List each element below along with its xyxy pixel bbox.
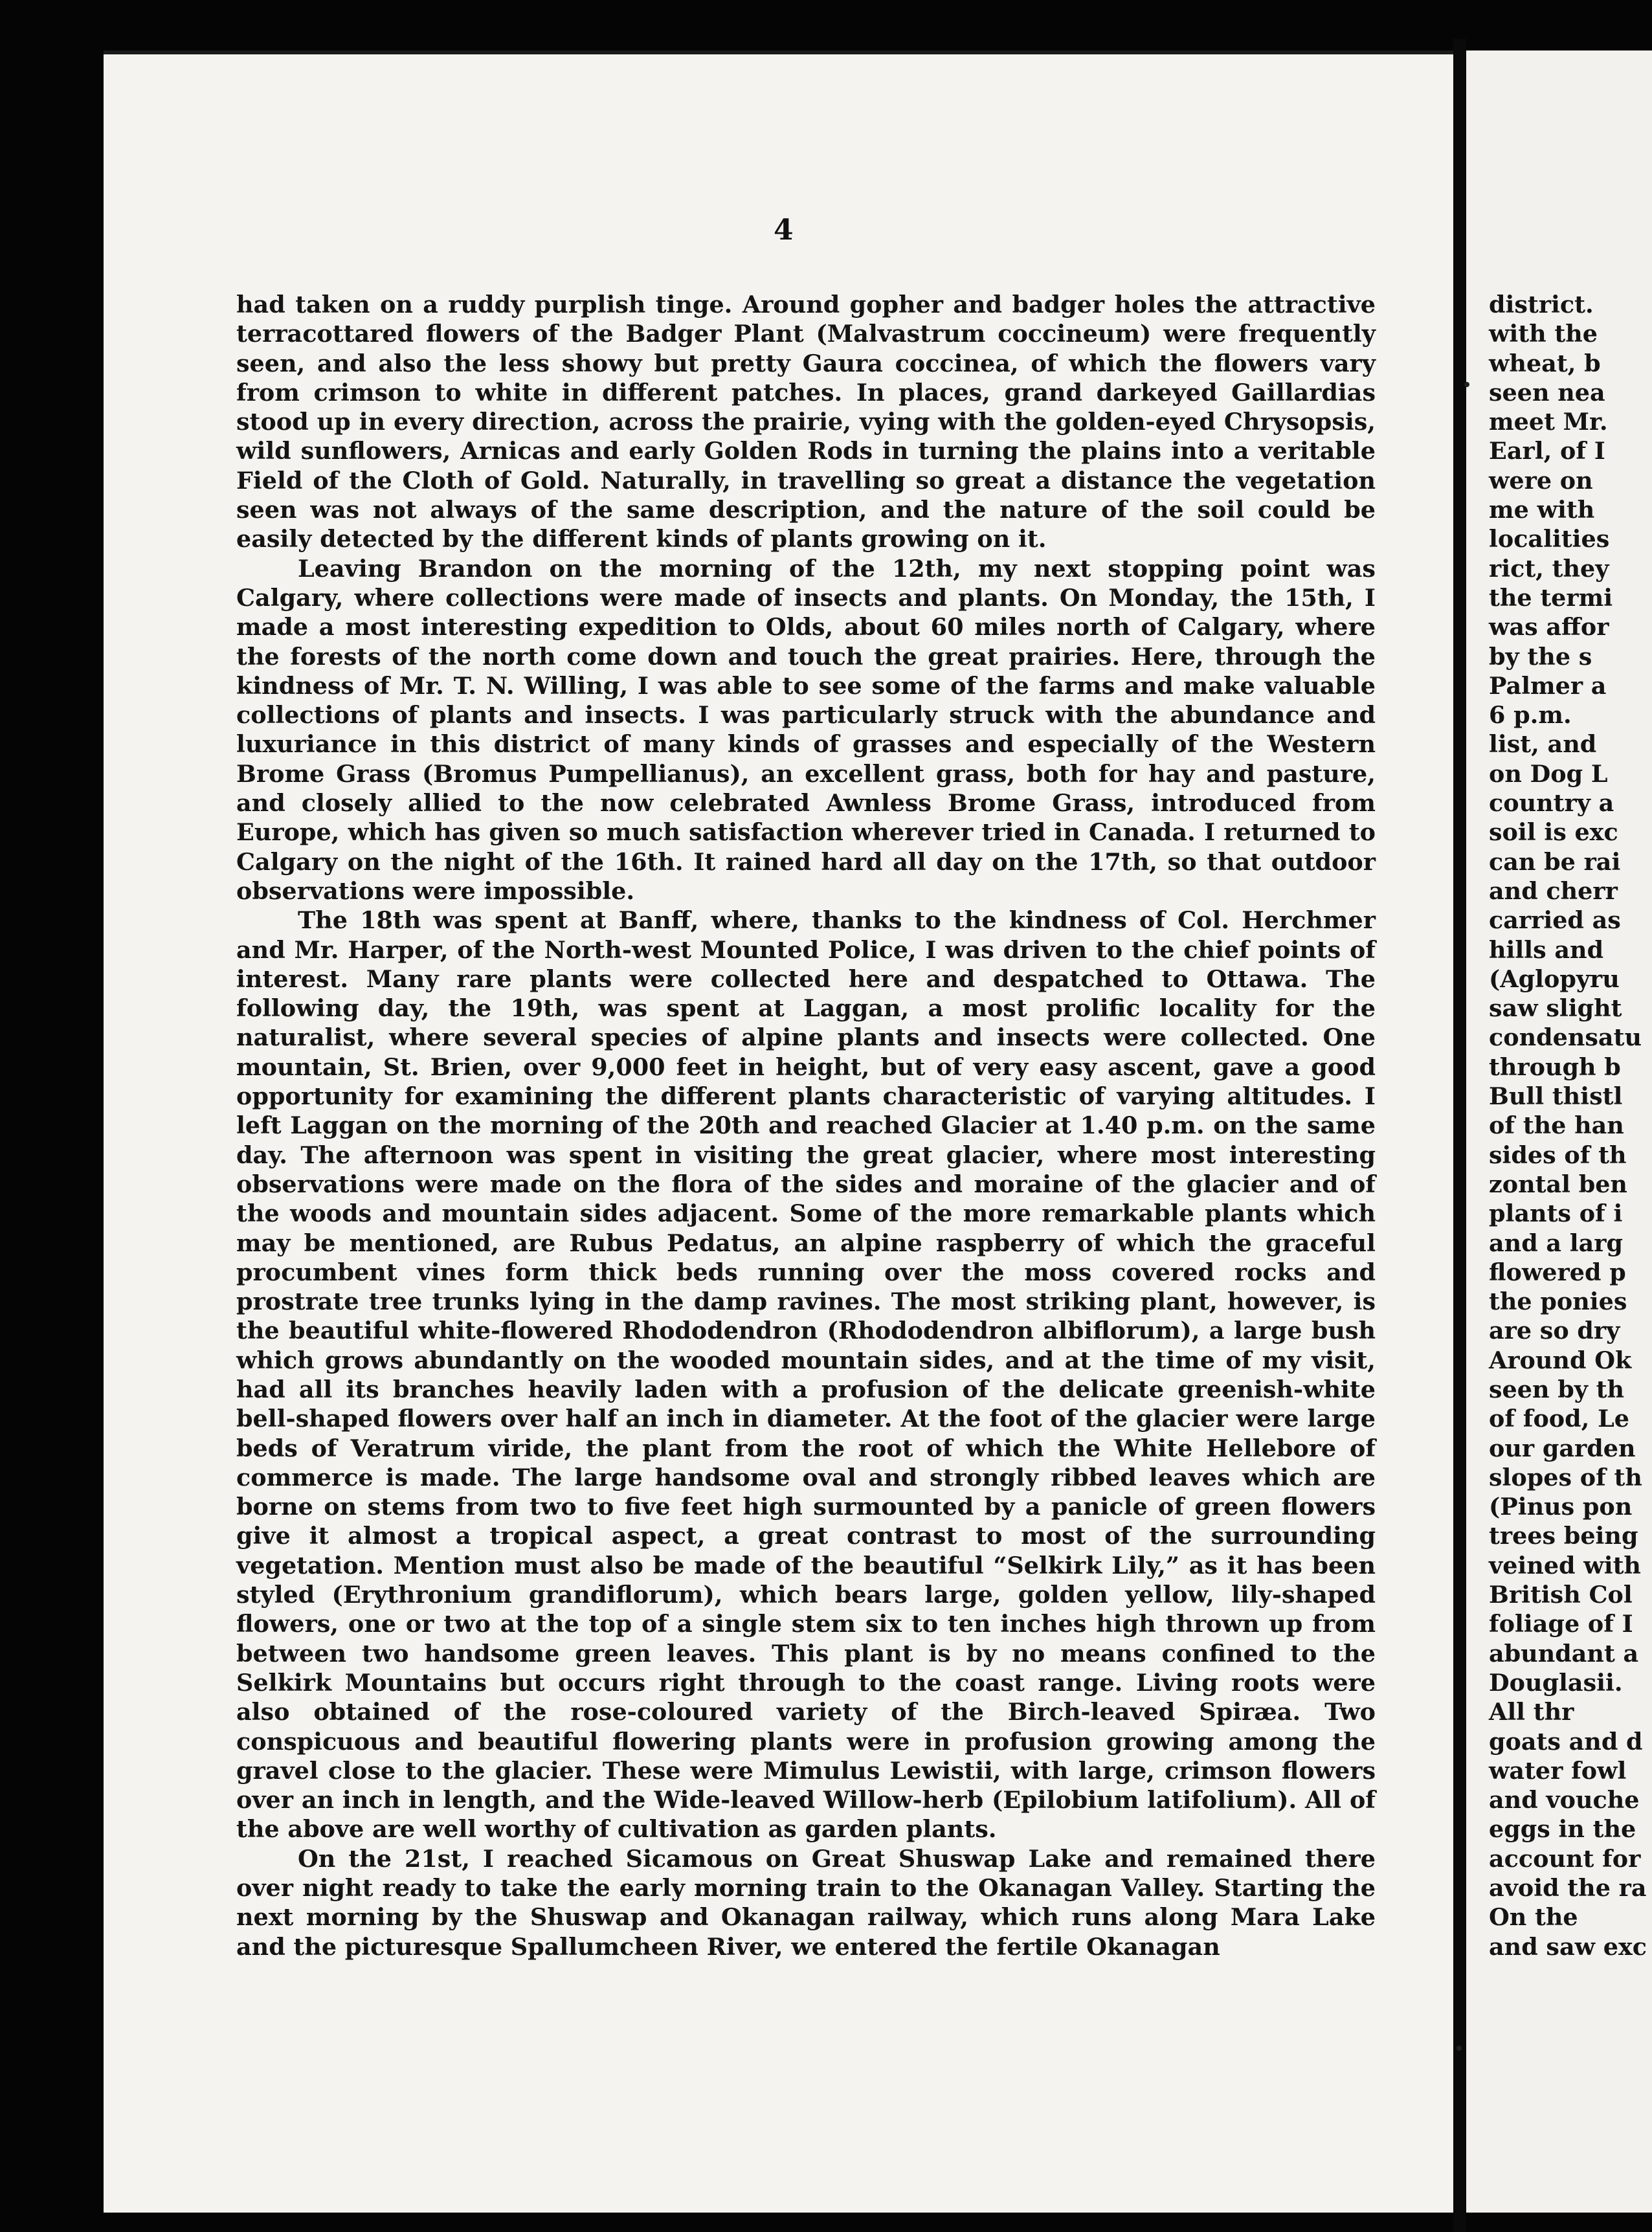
- right-page-line: on Dog L: [1489, 759, 1608, 788]
- right-page-line: slopes of th: [1489, 1463, 1642, 1491]
- right-page-line: meet Mr.: [1489, 408, 1608, 436]
- paragraph: The 18th was spent at Banff, where, thanks to the kindness of Col. Herchmer and Mr. Harper, of the North-west Mounted Police, I was driven to the chief points of interest. Many rare plants were collected here and despatched to Ottawa. The following day, the 19th, was spent at Laggan, a most prolific locality for the naturalist, where several species of alpine plants and insects were collected. One mountain, St. Brien, over 9,000 feet in height, but of very easy ascent, gave a good opportunity for examining the different plants characteristic of varying altitudes. I left Laggan on the morning of the 20th and reached Glacier at 1.40 p.m. on the same day. The afternoon was spent in visiting the great glacier, where most interesting observations were made on the flora of the sides and moraine of the glacier and of the woods and mountain sides adjacent. Some of the more remarkable plants which may be mentioned, are Rubus Pedatus, an alpine raspberry of which the graceful procumbent vines form thick beds running over the moss covered rocks and prostrate tree trunks lying in the damp ravines. The most striking plant, however, is the beautiful white-flowered Rhododendron (Rhododendron albiflorum), a large bush which grows abundantly on the wooded mountain sides, and at the time of my visit, had all its branches heavily laden with a profusion of the delicate greenish-white bell-shaped flowers over half an inch in diameter. At the foot of the glacier were large beds of Veratrum viride, the plant from the root of which the White Hellebore of commerce is made. The large handsome oval and strongly ribbed leaves which are borne on stems from two to five feet high surmounted by a panicle of green flowers give it almost a tropical aspect, a great contrast to most of the surrounding vegetation. Mention must also be made of the beautiful “Selkirk Lily,” as it has been styled (Erythronium grandiflorum), which bears large, golden yellow, lily-shaped flowers, one or two at the top of a single stem six to ten inches high thrown up from between two handsome green leaves. This plant is by no means confined to the Selkirk Mountains but occurs right through to the coast range. Living roots were also obtained of the rose-coloured variety of the Birch-leaved Spiræa. Two conspicuous and beautiful flowering plants were in profusion growing among the gravel close to the glacier. These were Mimulus Lewistii, with large, crimson flowers over an inch in length, and the Wide-leaved Willow-herb (Epilobium latifolium). All of the above are well worthy of cultivation as garden plants.: [236, 906, 1376, 1844]
- right-page-line: carried as: [1489, 906, 1621, 935]
- right-page-line: condensatu: [1489, 1023, 1642, 1052]
- right-page-line: seen by th: [1489, 1375, 1625, 1403]
- right-page-line: me with: [1489, 496, 1595, 524]
- right-page-line: through b: [1489, 1053, 1621, 1081]
- right-page-line: foliage of I: [1489, 1610, 1633, 1638]
- right-page-line: the ponies: [1489, 1288, 1627, 1316]
- right-page-line: our garden: [1489, 1434, 1636, 1462]
- right-page-line: and vouche: [1489, 1786, 1640, 1814]
- right-page-line: flowered p: [1489, 1258, 1626, 1286]
- right-page-line: Bull thistl: [1489, 1082, 1623, 1111]
- book-gutter: [1453, 39, 1466, 2232]
- right-page-line: hills and: [1489, 935, 1604, 964]
- paragraph: Leaving Brandon on the morning of the 12th, my next stopping point was Calgary, where collections were made of insects and plants. On Monday, the 15th, I made a most interesting expedition to Olds, about 60 miles north of Calgary, where the forests of the north come down and touch the great prairies. Here, through the kindness of Mr. T. N. Willing, I was able to see some of the farms and make valuable collections of plants and insects. I was particularly struck with the abundance and luxuriance in this district of many kinds of grasses and especially of the Western Brome Grass (Bromus Pumpellianus), an excellent grass, both for hay and pasture, and closely allied to the now celebrated Awnless Brome Grass, introduced from Europe, which has given so much satisfaction wherever tried in Canada. I returned to Calgary on the night of the 16th. It rained hard all day on the 17th, so that outdoor observations were impossible.: [236, 554, 1376, 905]
- right-page-line: rict, they: [1489, 554, 1609, 583]
- scan-speck: [1457, 2046, 1462, 2051]
- right-page-text: [1489, 290, 1652, 1961]
- right-page-line: district.: [1489, 291, 1594, 318]
- right-page-line: On the: [1489, 1903, 1578, 1932]
- right-page-line: Around Ok: [1489, 1346, 1632, 1374]
- right-page-line: account for: [1489, 1844, 1641, 1873]
- right-page-line: Earl, of I: [1489, 437, 1605, 465]
- right-page-line: country a: [1489, 789, 1614, 818]
- right-page-line: (Aglopyru: [1489, 965, 1620, 993]
- paragraph: On the 21st, I reached Sicamous on Great Shuswap Lake and remained there over night ready to take the early morning train to the Okanagan Valley. Starting the next morning by the Shuswap and Okanagan railway, which runs along Mara Lake and the picturesque Spallumcheen River, we entered the fertile Okanagan: [236, 1844, 1376, 1961]
- right-page-line: by the s: [1489, 642, 1592, 671]
- right-page-line: list, and: [1489, 730, 1597, 759]
- right-page-line: with the: [1489, 320, 1598, 348]
- right-page-line: plants of i: [1489, 1200, 1623, 1228]
- right-page-line: can be rai: [1489, 847, 1621, 876]
- article-body: [236, 290, 1376, 1961]
- right-page-line: and a larg: [1489, 1229, 1624, 1257]
- right-page-line: British Col: [1489, 1581, 1633, 1609]
- right-page-line: water fowl: [1489, 1756, 1627, 1785]
- right-page-line: and saw exc: [1489, 1932, 1647, 1961]
- right-page-line: trees being: [1489, 1522, 1638, 1550]
- right-page-line: goats and d: [1489, 1727, 1643, 1756]
- right-page-line: of the han: [1489, 1111, 1624, 1140]
- right-page-line: (Pinus pon: [1489, 1493, 1633, 1521]
- page-number: 4: [774, 214, 794, 247]
- right-page-line: seen nea: [1489, 378, 1605, 407]
- right-page-line: were on: [1489, 466, 1593, 495]
- right-page-line: Palmer a: [1489, 671, 1607, 700]
- paragraph: had taken on a ruddy purplish tinge. Around gopher and badger holes the attractive terracottared flowers of the Badger Plant (Malvastrum coccineum) were frequently seen, and also the less showy but pretty Gaura coccinea, of which the flowers vary from crimson to white in different patches. In places, grand darkeyed Gaillardias stood up in every direction, across the prairie, vying with the golden-eyed Chrysopsis, wild sunflowers, Arnicas and early Golden Rods in turning the plains into a veritable Field of the Cloth of Gold. Naturally, in travelling so great a distance the vegetation seen was not always of the same description, and the nature of the soil could be easily detected by the different kinds of plants growing on it.: [236, 291, 1376, 553]
- right-page-line: was affor: [1489, 613, 1609, 642]
- scan-speck: [1464, 382, 1469, 387]
- right-page-line: the termi: [1489, 583, 1613, 612]
- right-page-line: wheat, b: [1489, 349, 1601, 377]
- right-page-line: 6 p.m.: [1489, 701, 1572, 730]
- right-page-line: localities: [1489, 525, 1610, 553]
- right-page-line: soil is exc: [1489, 818, 1618, 847]
- right-page-line: zontal ben: [1489, 1170, 1627, 1198]
- right-page-line: of food, Le: [1489, 1405, 1629, 1433]
- right-page-line: eggs in the: [1489, 1815, 1636, 1844]
- right-page-line: and cherr: [1489, 876, 1618, 905]
- right-page-line: veined with: [1489, 1551, 1641, 1579]
- right-page-line: All thr: [1489, 1698, 1574, 1726]
- right-page-line: sides of th: [1489, 1141, 1627, 1169]
- right-page-line: are so dry: [1489, 1317, 1620, 1345]
- right-page-line: saw slight: [1489, 994, 1622, 1023]
- right-page-line: Douglasii.: [1489, 1668, 1623, 1697]
- right-page-line: avoid the ra: [1489, 1874, 1647, 1903]
- right-page-line: abundant a: [1489, 1639, 1639, 1668]
